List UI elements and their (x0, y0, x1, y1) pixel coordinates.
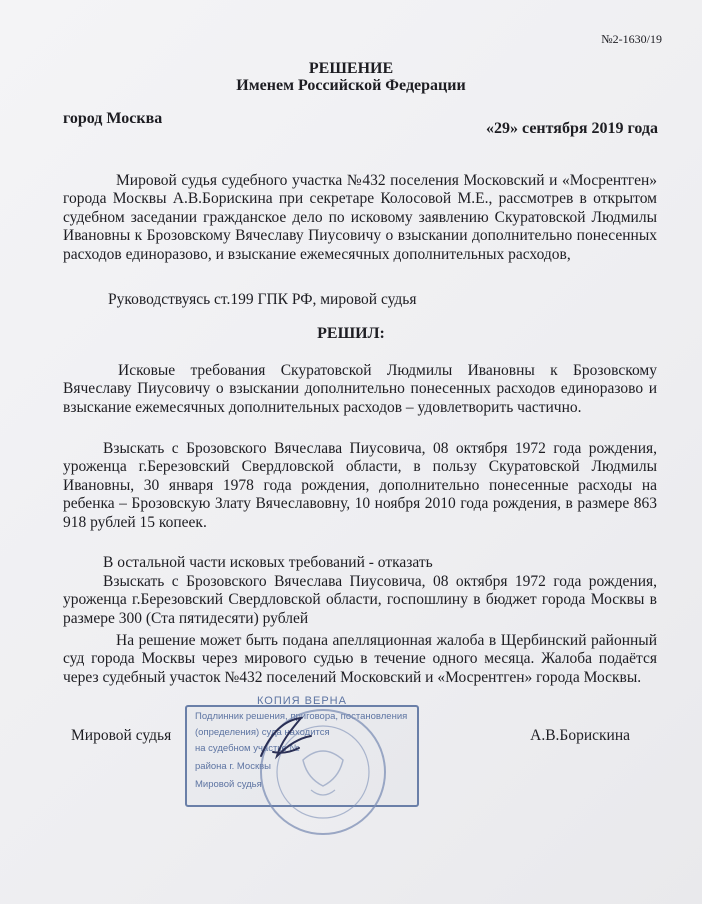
ruling-paragraph-2: Взыскать с Брозовского Вячеслава Пиусовича, 08 октября 1972 года рождения, уроженца г.Березовский Свердловской области, в пользу Скуратовской Людмилы Ивановны, 30 января 1978 года рождения, дополнительно понесенные расходы на ребенка – Брозовскую Злату Вячеславовну, 10 ноября 2010 года рождения, в размере 863 918 рублей 15 копеек. (63, 440, 657, 531)
decided-heading: РЕШИЛ: (317, 325, 385, 342)
handwritten-signature-icon (255, 712, 315, 767)
signature-label: Мировой судья (71, 727, 172, 744)
ruling-paragraph-3: В остальной части исковых требований - отказать (103, 554, 433, 571)
signature-name: А.В.Борискина (530, 727, 630, 744)
document-subtitle: Именем Российской Федерации (236, 77, 466, 94)
decision-date: «29» сентября 2019 года (486, 120, 658, 137)
stamp-line-1: Подлинник решения, приговора, постановления (195, 711, 408, 722)
document-title: РЕШЕНИЕ (308, 60, 394, 77)
stamp-line-2: (определения) суда находится (195, 727, 330, 738)
appeal-paragraph: На решение может быть подана апелляционная жалоба в Щербинский районный суд города Москвы через мирового судью в течение одного месяца. Жалоба подаётся через судебный участок №432 поселений Московский и «Мосрентген» города Москвы. (63, 632, 657, 686)
ruling-paragraph-4: Взыскать с Брозовского Вячеслава Пиусовича, 08 октября 1972 года рождения, уроженца г.Березовский Свердловской области, госпошлину в бюджет города Москвы в размере 300 (Ста пятидесяти) рублей (63, 573, 657, 627)
stamp-line-5: Мировой судья (195, 779, 262, 790)
city: город Москва (63, 110, 163, 127)
stamp-line-4: района г. Москвы (195, 761, 271, 772)
ruling-paragraph-1: Исковые требования Скуратовской Людмилы Ивановны к Брозовскому Вячеславу Пиусовичу о взыскании дополнительно понесенных расходов единоразово и взыскание ежемесячных дополнительных расходов – удовлетворить частично. (63, 362, 657, 416)
guided-by-paragraph: Руководствуясь ст.199 ГПК РФ, мировой судья (108, 291, 417, 308)
intro-paragraph: Мировой судья судебного участка №432 поселения Московский и «Мосрентген» города Москвы А.В.Борискина при секретаре Колосовой М.Е., рассмотрев в открытом судебном заседании гражданское дело по исковому заявлению Скуратовской Людмилы Ивановны к Брозовскому Вячеславу Пиусовичу о взыскании дополнительно понесенных расходов единоразово, и взыскание ежемесячных дополнительных расходов, (63, 172, 657, 263)
stamp-header: КОПИЯ ВЕРНА (257, 695, 347, 707)
stamp-line-3: на судебном участке № (195, 743, 300, 754)
case-number: №2-1630/19 (601, 32, 662, 46)
